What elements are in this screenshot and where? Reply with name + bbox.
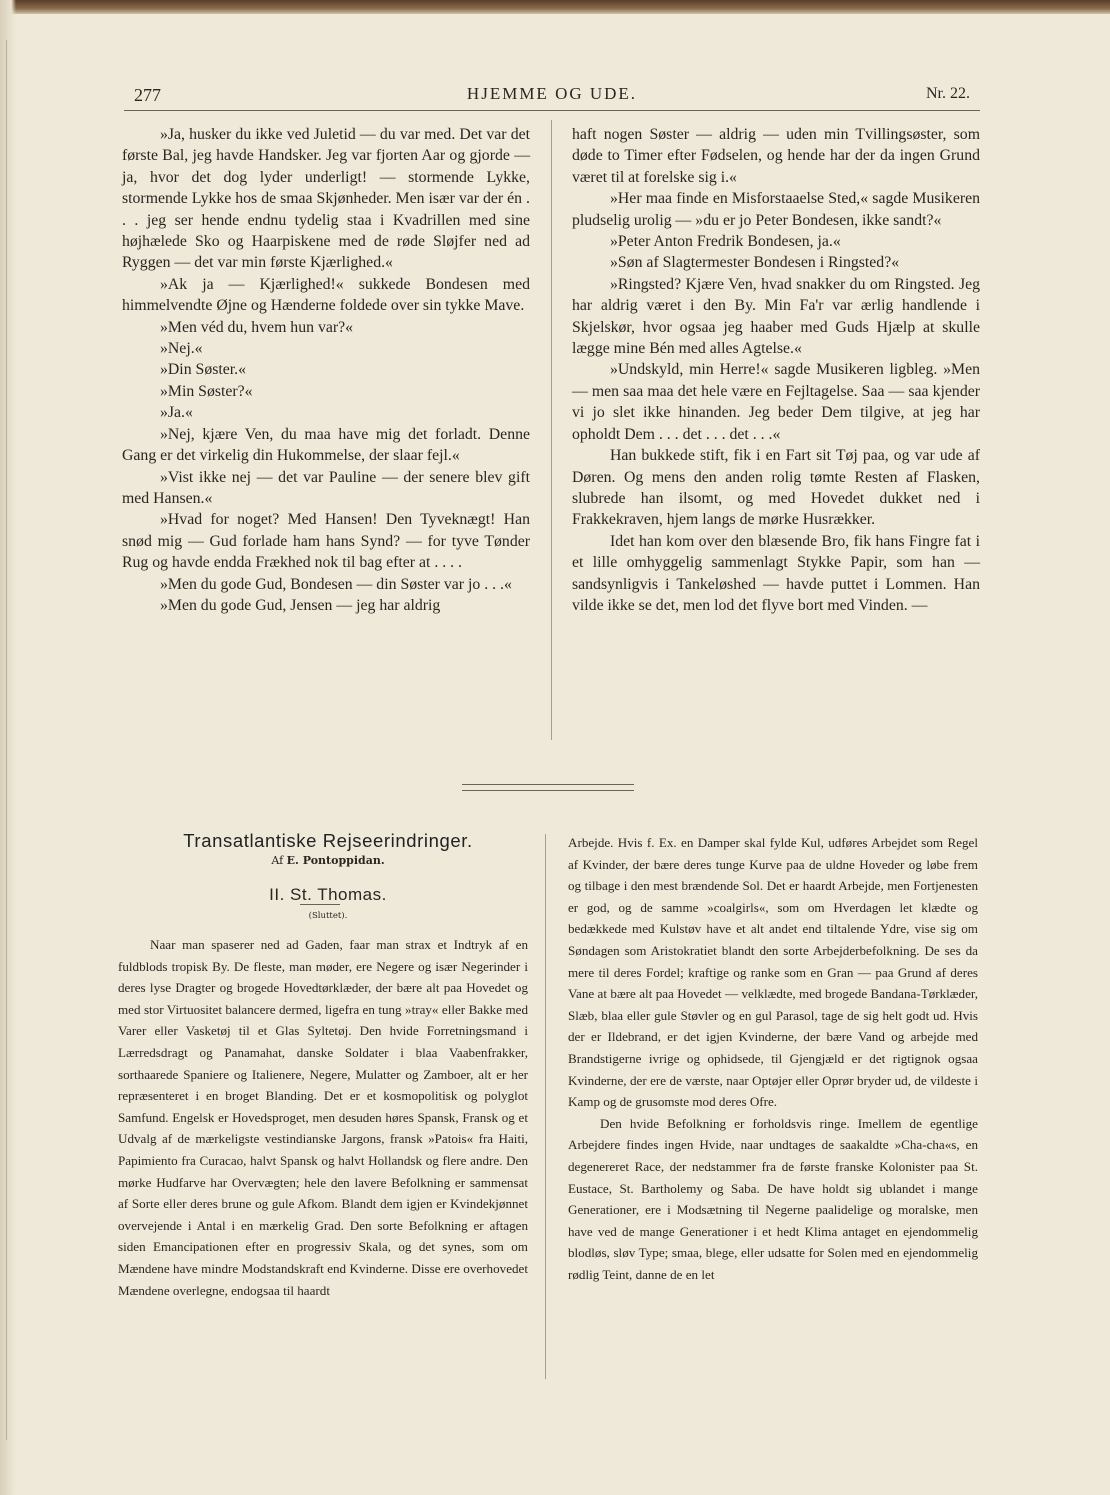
paragraph: »Men véd du, hvem hun var?« [160,318,354,336]
paragraph: »Undskyld, min Herre!« sagde Musikeren ligbleg. »Men — men saa maa det hele være en Fejltagelse. Saa — saa kjender vi jo slet ikke hinanden. Jeg beder Dem tilgive, at jeg har opholdt Dem . . . det . . . det . . .« [572,361,980,443]
paragraph: »Peter Anton Fredrik Bondesen, ja.« [610,233,841,251]
section-note: (Sluttet). [308,911,348,921]
paragraph: Arbejde. Hvis f. Ex. en Damper skal fylde Kul, udføres Arbejdet som Regel af Kvinder, der bære deres tunge Kurve paa de uldne Hoveder og løbe frem og tilbage i den mest brændende Sol. Det er haardt Arbejde, men Fortjenesten er god, og de samme »coalgirls«, som om Hverdagen let klædte og bedækkede med Kulstøv have et alt andet end tiltalende Ydre, vise sig om Søndagen som Aristokratiet blandt den sorte Arbejderbefolkning. De ses da mere til deres Fordel; kraftige og ranke som en Gran — paa Grund af deres Vane at bære alt paa Hovedet — velklædte, med brogede Bandana-Tørklæder, Slæb, blaa eller gule Støvler og en gul Parasol, tage de sig helt godt ud. Hvis der er Ildebrand, er det igjen Kvinderne, der bære Vand og arbejde med Brandstigerne ivrige og ophidsede, til Gjengjæld er det rigtignok ogsaa Kvinderne, der ere de værste, naar Optøjer eller Oprør bryder ud, de vildeste i Kamp og de grusomste mod deres Ofre. [568,835,978,1110]
column-divider [545,834,546,1379]
byline-prefix: Af [271,854,284,867]
author-name: E. Pontoppidan. [286,854,385,867]
section-rule [300,904,340,905]
paragraph: Han bukkede stift, fik i en Fart sit Tøj paa, og var ude af Døren. Og mens den anden rolig tømte Resten af Flasken, slubrede han ilsomt, og med Hovedet dukket ned i Frakkekraven, hjem langs de mørke Husrækker. [572,447,980,529]
article-column-left [118,934,528,1301]
article-column-right [568,832,978,1285]
page-number: 277 [134,85,161,105]
paragraph: Den hvide Befolkning er forholdsvis ringe. Imellem de egentlige Arbejdere findes ingen Hvide, naar undtages de saakaldte »Cha-cha«s, en degenereret Race, der nedstammer fra de første franske Kolonister paa St. Eustace, St. Bartholemy og Saba. De have holdt sig ublandet i mange Generationer, ere i Modsætning til Negerne paalidelige og moralske, men have ved de mange Generationer i et hedt Klima antaget en ejendommelig blodløs, sløv Type; smaa, blege, eller udsatte for Solen med en ejendommelig rødlig Teint, danne de en let [568,1115,978,1282]
paragraph: »Ja.« [160,404,193,422]
article-title: Transatlantiske Rejseerindringer. [183,830,473,851]
paragraph: haft nogen Søster — aldrig — uden min Tvillingsøster, som døde to Timer efter Fødselen, og hende har der da ingen Grund været til at forelske sig i.« [572,126,980,186]
paragraph: »Ringsted? Kjære Ven, hvad snakker du om Ringsted. Jeg har aldrig været i den By. Min Fa'r var ærlig handlende i Skjelskør, hvor ogsaa jeg haaber med Guds Hjælp at skulle lægge mine Bén med alles Agtelse.« [572,275,980,358]
paragraph: »Vist ikke nej — det var Pauline — der senere blev gift med Hansen.« [122,468,530,507]
paragraph: »Hvad for noget? Med Hansen! Den Tyveknægt! Han snød mig — Gud forlade ham hans Synd? — for tyve Tønder Rug og havde endda Frækhed nok til bag efter at . . . . [122,511,530,572]
paragraph: »Ja, husker du ikke ved Juletid — du var med. Det var det første Bal, jeg havde Handsker. Jeg var fjorten Aar og gjorde — ja, hvor det dog lyder underligt! — stormende Lykke, stormende Lykke hos de smaa Skjønheder. Men især var der én . . . jeg ser hende endnu tydelig staa i Kvadrillen med sine højhælede Sko og Haarpiskene med de røde Sløjfer ned ad Ryggen — det var min første Kjærlighed.« [122,126,530,272]
paragraph: »Men du gode Gud, Bondesen — din Søster var jo . . .« [160,575,512,593]
issue-number: Nr. 22. [926,85,970,102]
paragraph: »Her maa finde en Misforstaaelse Sted,« sagde Musikeren pludselig urolig — »du er jo Peter Bondesen, ikke sandt?« [572,190,980,229]
running-header [124,84,980,111]
page-top-edge [0,0,1110,14]
section-separator [462,784,634,791]
story-column-left [122,124,530,616]
page-binding-edge [0,0,16,1495]
paragraph: »Men du gode Gud, Jensen — jeg har aldrig [160,596,441,614]
magazine-title: HJEMME OG UDE. [466,84,638,103]
column-divider [551,120,552,740]
paragraph: Naar man spaserer ned ad Gaden, faar man strax et Indtryk af en fuldblods tropisk By. De fleste, man møder, ere Negere og især Negerinder i deres lyse Dragter og brogede Hovedtørklæder, der bære alt paa Hovedet og med stor Virtuositet balancere dermed, ligefra en tung »tray« eller Bakke med Varer eller Vasketøj til et Glas Syltetøj. Den hvide Forretningsmand i Lærredsdragt og Panamahat, danske Soldater i blaa Vaabenfrakker, sorthaarede Spaniere og Italienere, Negere, Mulatter og Zamboer, alt er her repræsenteret i en broget Blanding. Det er et kosmopolitisk og polyglot Samfund. Engelsk er Hovedsproget, men desuden høres Spansk, Fransk og et Udvalg af de mærkeligste vestindianske Jargons, fransk »Patois« fra Haiti, Papimiento fra Curacao, halvt Spansk og halvt Hollandsk og flere andre. Den mørke Hudfarve har Overvægten; hele den lavere Befolkning er sammensat af Sorte eller deres brune og gule Afkom. Blandt dem igjen er Kvindekjønnet overvejende i Antal i en mærkelig Grad. Den sorte Befolkning er aftagen siden Emancipationen efter en progressiv Skala, og det synes, som om Mændene have mindre Modstandskraft end Kvinderne. Disse ere overhovedet Mændene overlegne, endogsaa til haardt [118,937,528,1298]
section-title: II. St. Thomas. [269,885,387,904]
paragraph: »Din Søster.« [160,361,247,379]
paragraph: »Min Søster?« [160,382,253,400]
paragraph: »Ak ja — Kjærlighed!« sukkede Bondesen med himmelvendte Øjne og Hænderne foldede over sin tykke Mave. [122,275,530,315]
story-column-right [572,124,980,616]
paragraph: »Nej, kjære Ven, du maa have mig det forladt. Denne Gang er det virkelig din Hukommelse, der slaar fejl.« [122,425,530,465]
article-byline [124,854,532,867]
paragraph: »Nej.« [160,340,203,358]
paragraph: »Søn af Slagtermester Bondesen i Ringsted?« [610,254,900,272]
paragraph: Idet han kom over den blæsende Bro, fik hans Fingre fat i et lille omhyggelig sammenlagt Stykke Papir, som han — sandsynligvis i Tankeløshed — havde puttet i Lommen. Han vilde ikke se det, men lod det flyve bort med Vinden. — [572,532,980,614]
